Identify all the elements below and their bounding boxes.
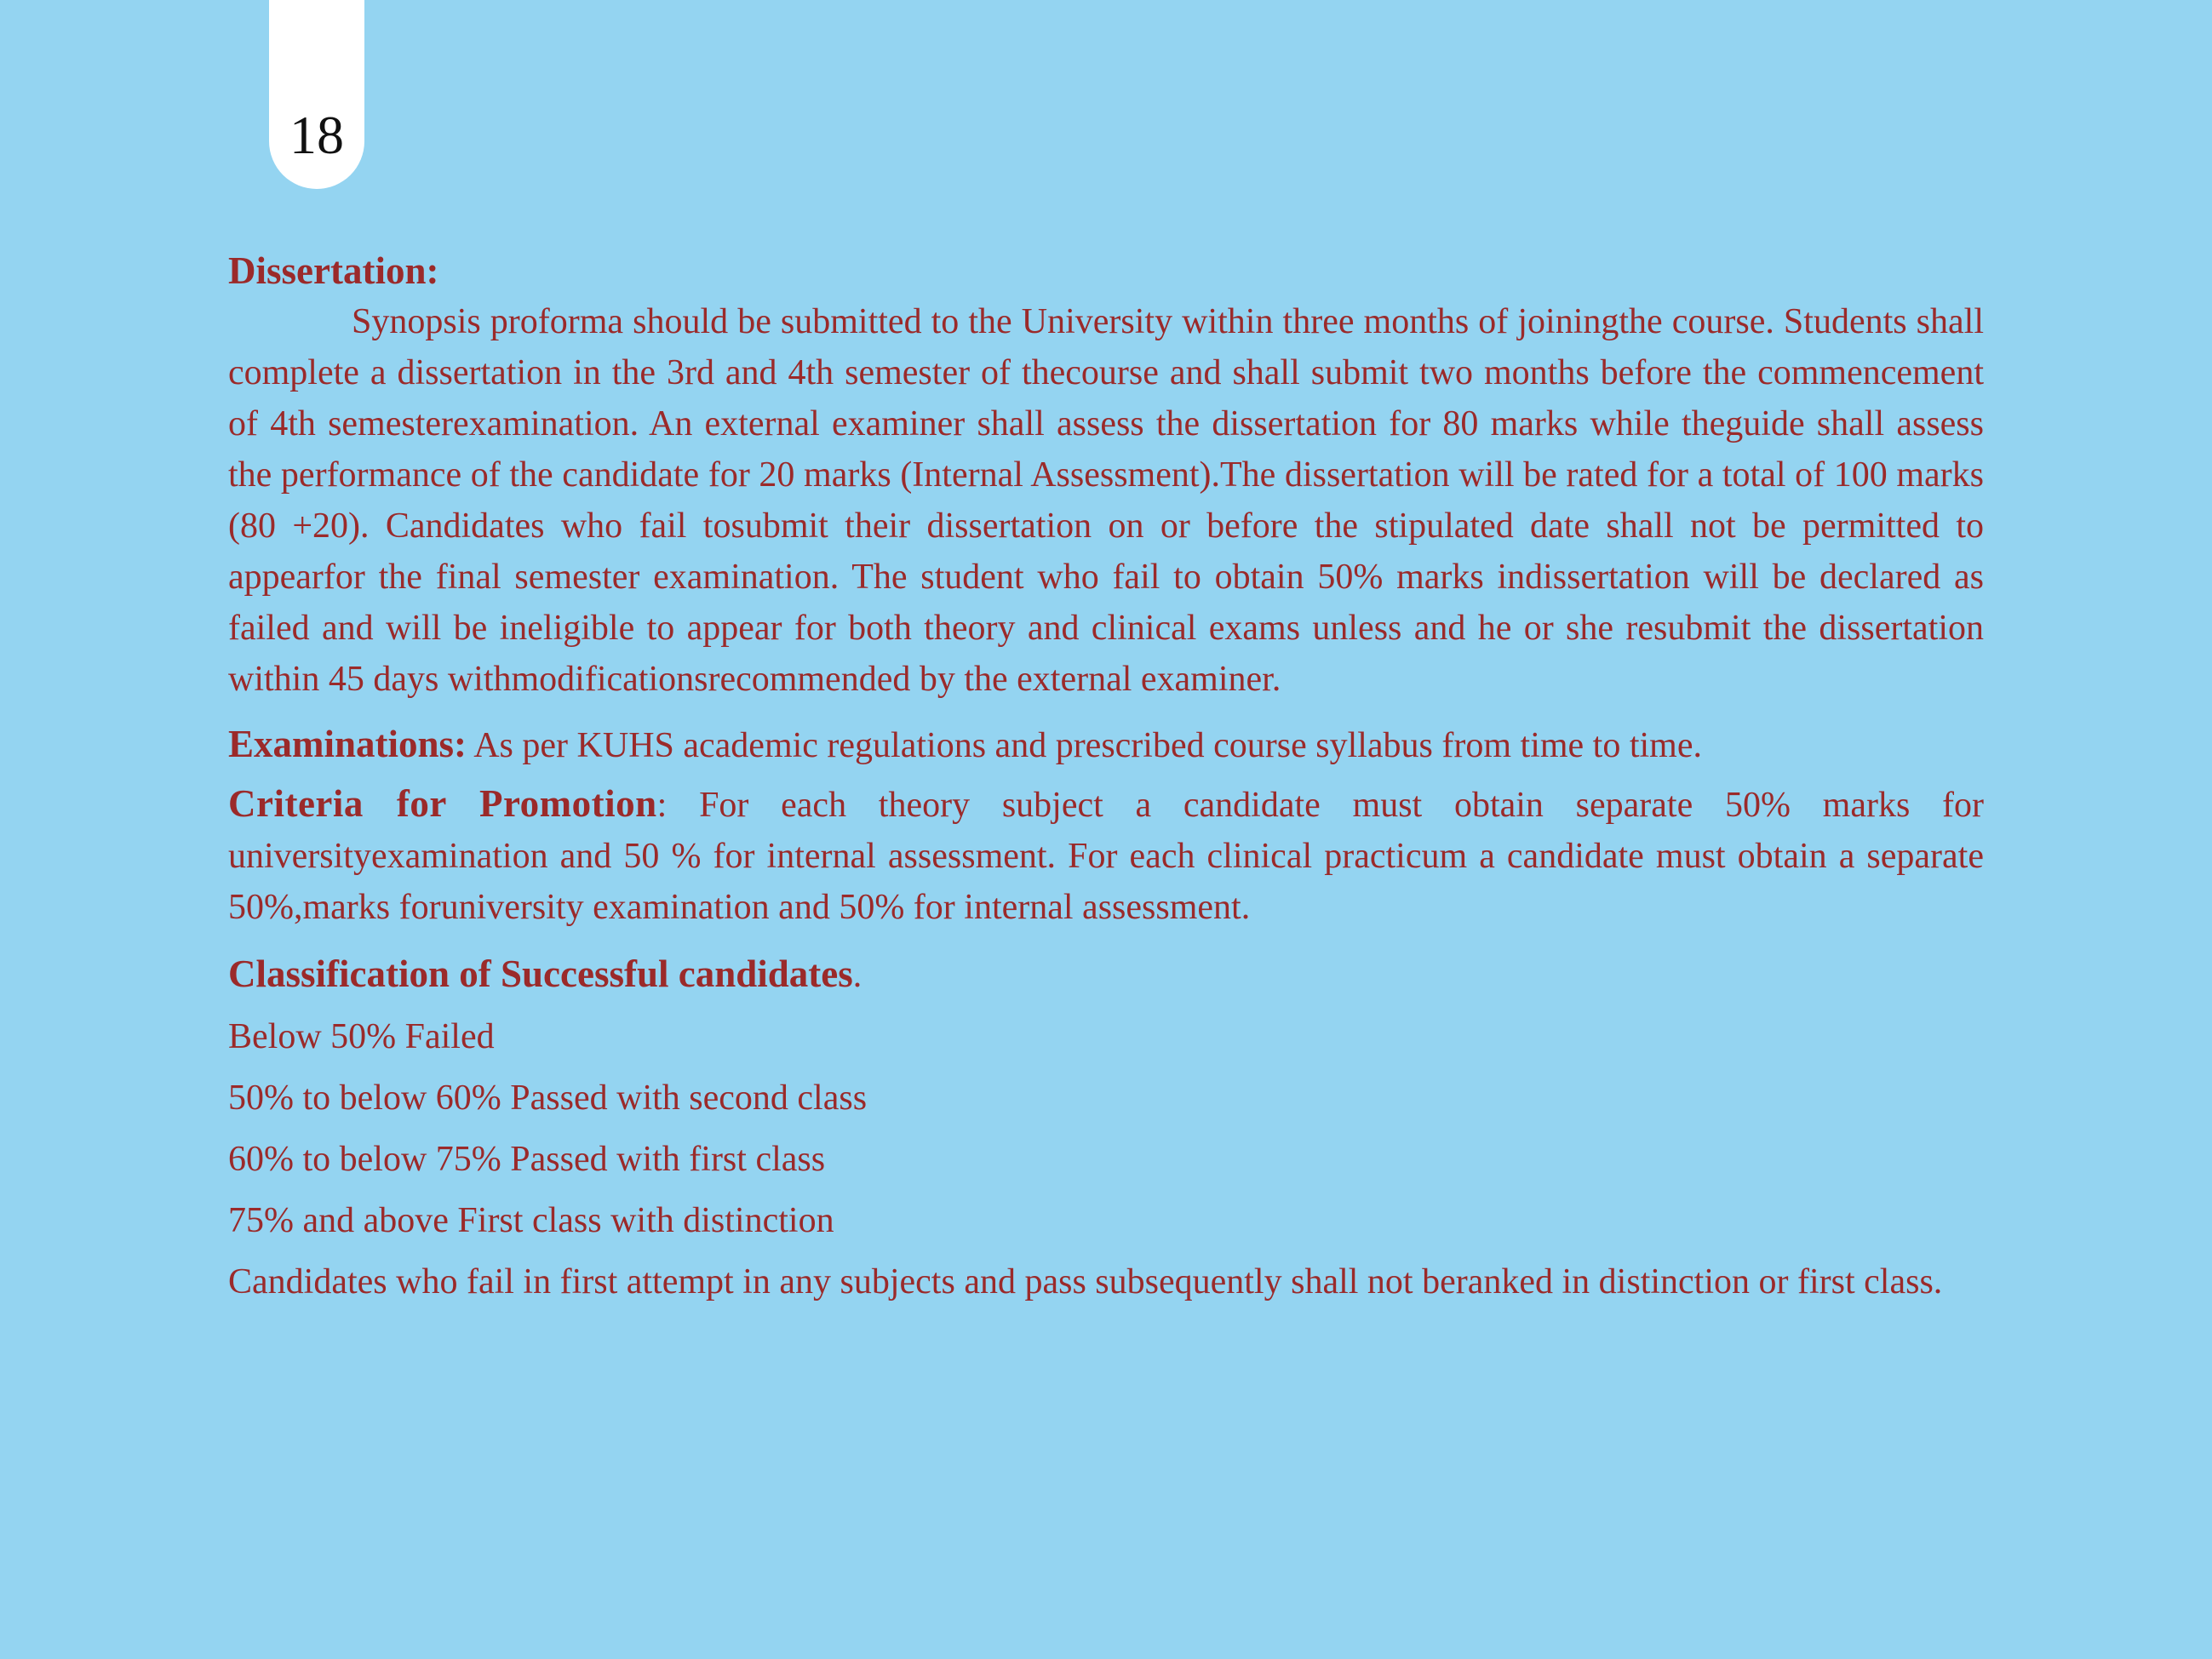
examinations-heading: Examinations: xyxy=(228,723,467,765)
criteria-section xyxy=(228,778,1984,933)
classification-note: Candidates who fail in first attempt in any subjects and pass subsequently shall not beranked in distinction or first class. xyxy=(228,1262,1943,1301)
dissertation-section xyxy=(228,245,1984,705)
dissertation-body: Synopsis proforma should be submitted to the University within three months of joiningthe course. Students shall complete a dissertation in the 3rd and 4th semester of thecourse and shall submit two months before the commencement of 4th semesterexamination. An external examiner shall assess the dissertation for 80 marks while theguide shall assess the performance of the candidate for 20 marks (Internal Assessment).The dissertation will be rated for a total of 100 marks (80 +20). Candidates who fail tosubmit their dissertation on or before the stipulated date shall not be permitted to appearfor the final semester examination. The student who fail to obtain 50% marks indissertation will be declared as failed and will be ineligible to appear for both theory and clinical exams unless and he or she resubmit the dissertation within 45 days withmodificationsrecommended by the external examiner. xyxy=(228,302,1984,699)
classification-list xyxy=(228,1011,1984,1246)
list-item: 75% and above First class with distinction xyxy=(228,1201,834,1240)
classification-section xyxy=(228,948,1984,1307)
classification-heading: Classification of Successful candidates xyxy=(228,952,853,995)
examinations-section xyxy=(228,718,1984,771)
page-content xyxy=(228,245,1984,1307)
list-item: 60% to below 75% Passed with first class xyxy=(228,1140,826,1179)
page-number: 18 xyxy=(289,105,344,165)
page-number-tab xyxy=(269,0,364,189)
classification-heading-suffix: . xyxy=(852,956,862,995)
list-item: Below 50% Failed xyxy=(228,1017,495,1056)
dissertation-heading: Dissertation: xyxy=(228,249,439,292)
criteria-heading: Criteria for Promotion xyxy=(228,782,657,825)
criteria-body: : For each theory subject a candidate must obtain separate 50% marks for universityexamination and 50 % for internal assessment. For each clinical practicum a candidate must obtain a separate 50%,marks foruniversity examination and 50% for internal assessment. xyxy=(228,786,1985,927)
examinations-body: As per KUHS academic regulations and prescribed course syllabus from time to time. xyxy=(467,726,1702,765)
list-item: 50% to below 60% Passed with second class xyxy=(228,1078,868,1118)
